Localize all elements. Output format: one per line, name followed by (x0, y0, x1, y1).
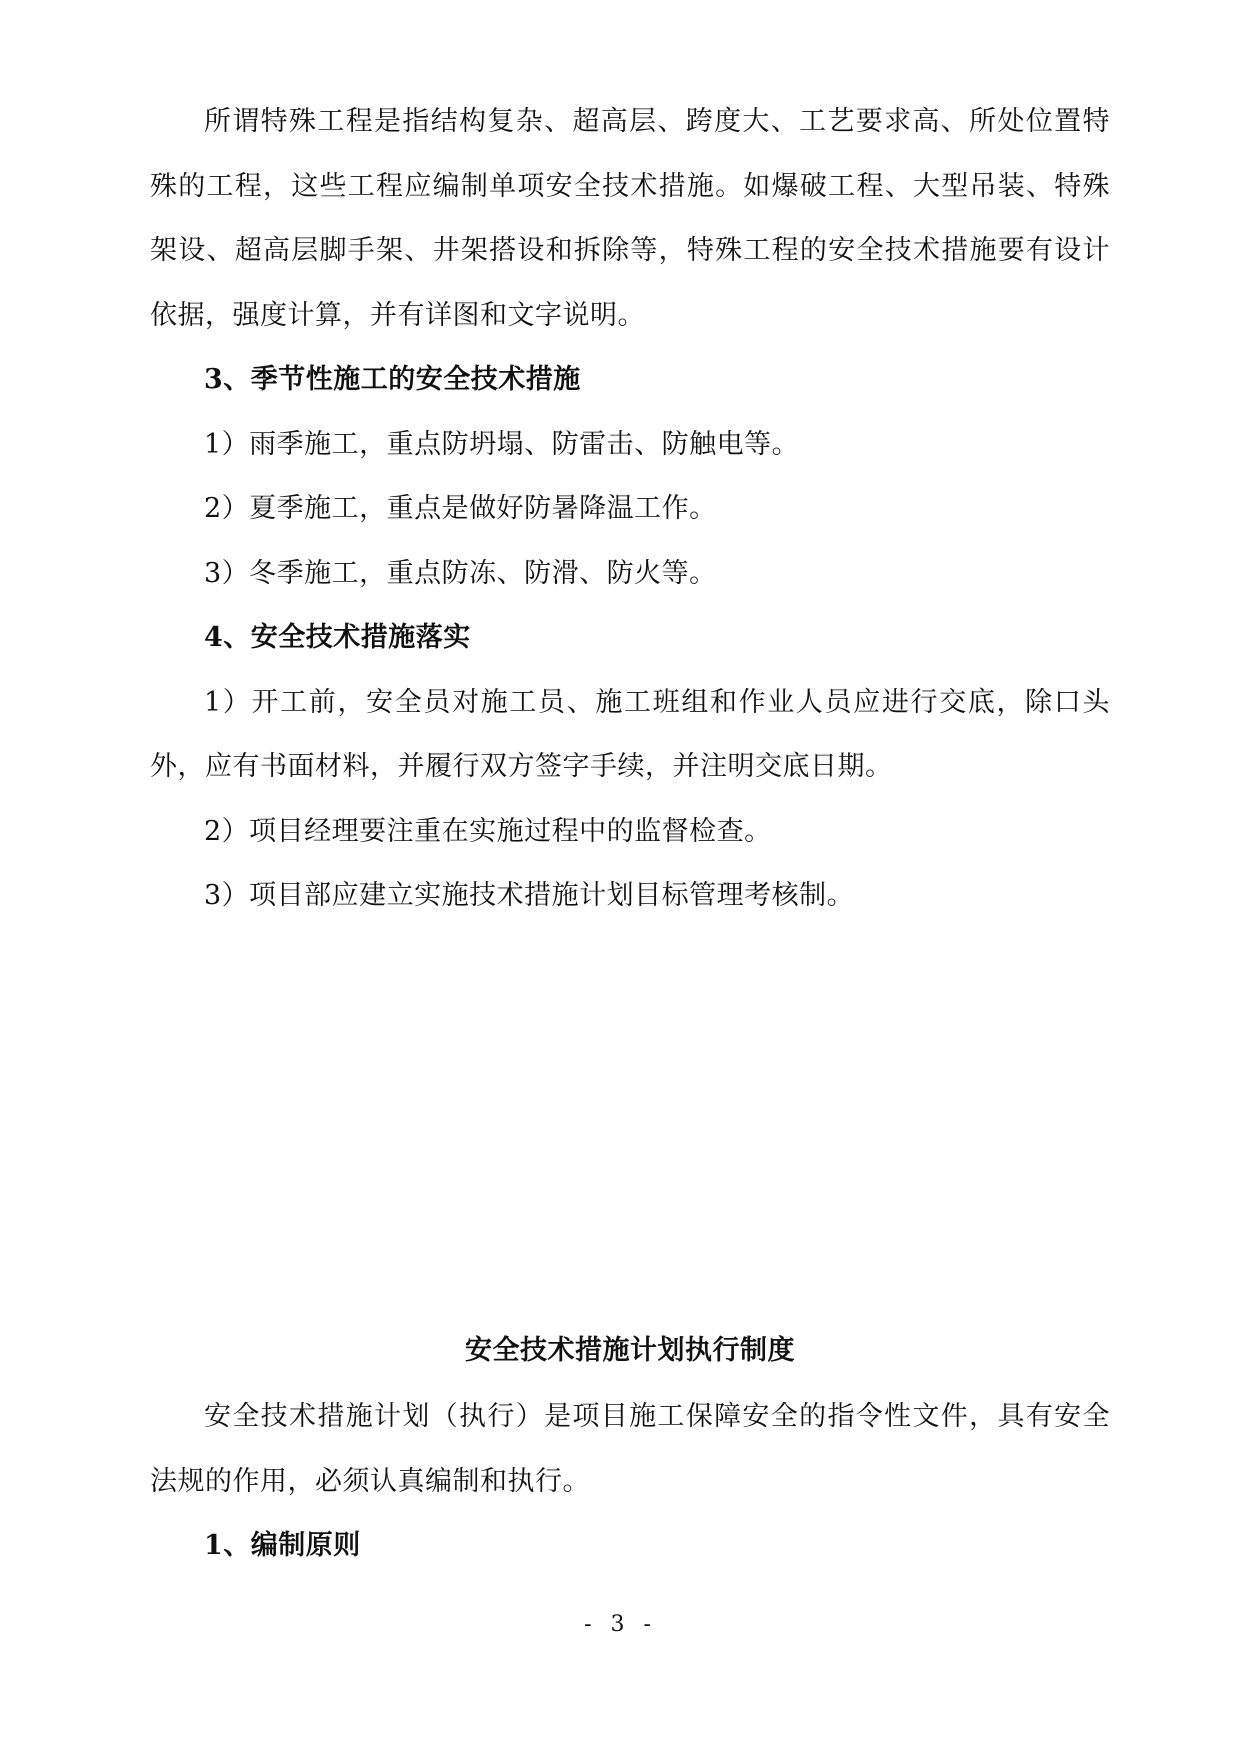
page-number: - 3 - (584, 1612, 657, 1637)
list-item-summer: 2）夏季施工，重点是做好防暑降温工作。 (204, 493, 717, 524)
paragraph-special-projects: 所谓特殊工程是指结构复杂、超高层、跨度大、工艺要求高、所处位置特殊的工程，这些工程应编制单项安全技术措施。如爆破工程、大型吊装、特殊架设、超高层脚手架、井架搭设和拆除等，特殊工程的安全技术措施要有设计依据，强度计算，并有详图和文字说明。 (150, 106, 1110, 331)
paragraph-intro: 安全技术措施计划（执行）是项目施工保障安全的指令性文件，具有安全法规的作用，必须认真编制和执行。 (150, 1401, 1110, 1497)
list-item-winter: 3）冬季施工，重点防冻、防滑、防火等。 (204, 557, 717, 589)
heading-seasonal-construction: 3、季节性施工的安全技术措施 (204, 364, 581, 395)
list-item-briefing: 1）开工前，安全员对施工员、施工班组和作业人员应进行交底，除口头外，应有书面材料，并履行双方签字手续，并注明交底日期。 (150, 686, 1110, 782)
upper-text-block (150, 90, 1110, 929)
lower-text-block (150, 1385, 1110, 1579)
list-item-rainy-season: 1）雨季施工，重点防坍塌、防雷击、防触电等。 (204, 428, 800, 460)
heading-principles: 1、编制原则 (204, 1530, 361, 1561)
section-title: 安全技术措施计划执行制度 (465, 1335, 795, 1366)
list-item-assessment: 3）项目部应建立实施技术措施计划目标管理考核制。 (204, 880, 855, 911)
list-item-supervision: 2）项目经理要注重在实施过程中的监督检查。 (204, 815, 772, 847)
heading-implementation: 4、安全技术措施落实 (204, 622, 471, 653)
